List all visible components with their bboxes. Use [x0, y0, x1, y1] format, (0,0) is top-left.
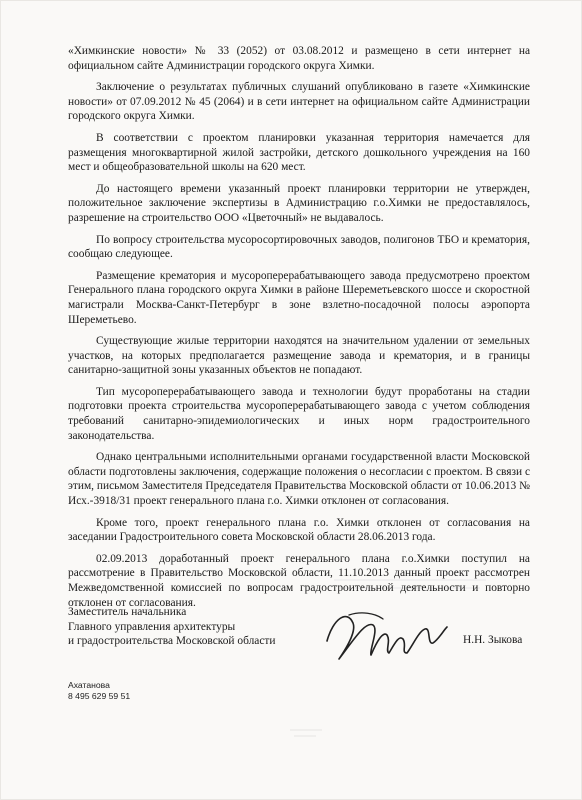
signer-position-line-3: и градостроительства Московской области: [68, 635, 276, 648]
paragraph-8: Тип мусороперерабатывающего завода и технологии будут проработаны на стадии подготовки проекта строительства мусороперерабатывающего завода с учетом соблюдения требований санитарно-эпидемиологических и иных норм градостроительного законодательства.: [68, 385, 530, 442]
executor-phone: 8 495 629 59 51: [68, 691, 131, 701]
paragraph-4: До настоящего времени указанный проект планировки территории не утвержден, положительное заключение экспертизы в Администрацию г.о.Химки не предоставлялось, разрешение на строительство ООО «Цветочный» не выдавалось.: [68, 182, 530, 224]
signature-block: [68, 605, 530, 665]
handwritten-signature: [313, 601, 453, 671]
signer-position-line-2: Главного управления архитектуры: [68, 620, 236, 633]
signer-position-line-1: Заместитель начальника: [68, 606, 187, 618]
paragraph-10: Кроме того, проект генерального плана г.о. Химки отклонен от согласования на заседании Градостроительного совета Московской области 28.06.2013 года.: [68, 516, 530, 544]
paragraph-1: «Химкинские новости» № 33 (2052) от 03.08.2012 и размещено в сети интернет на официальном сайте Администрации городского округа Химки.: [68, 45, 530, 72]
paragraph-3: В соответствии с проектом планировки указанная территория намечается для размещения многоквартирной жилой застройки, детского дошкольного учреждения на 160 мест и общеобразовательной школы на 620 мест.: [68, 131, 530, 174]
executor-name: Ахатанова: [68, 680, 110, 690]
signer-name: Н.Н. Зыкова: [463, 634, 523, 646]
paragraph-9: Однако центральными исполнительными органами государственной власти Московской области подготовлены заключения, содержащие положения о несогласии с проектом. В связи с этим, письмом Заместителя Председателя Правительства Московской области от 10.06.2013 № Исх.-3918/31 проект генерального плана г.о. Химки отклонен от согласования.: [68, 451, 530, 508]
paragraph-11: 02.09.2013 доработанный проект генерального плана г.о.Химки поступил на рассмотрение в Правительство Московской области, 11.10.2013 данный проект рассмотрен Межведомственной комиссией по вопросам градостроительной деятельности и повторно отклонен от согласования.: [68, 552, 530, 609]
letter-body: [68, 44, 530, 617]
faint-registration-mark: [286, 722, 326, 742]
executor-info: [68, 680, 130, 702]
signer-position: [68, 605, 288, 649]
paragraph-7: Существующие жилые территории находятся на значительном удалении от земельных участков, на которых предполагается размещение завода и крематория, и в границы санитарно-защитной зоны указанных объектов не попадают.: [68, 335, 530, 377]
paragraph-2: Заключение о результатах публичных слушаний опубликовано в газете «Химкинские новости» от 07.09.2012 № 45 (2064) и в сети интернет на официальном сайте Администрации городского округа Химки.: [68, 81, 530, 123]
paragraph-5: По вопросу строительства мусоросортировочных заводов, полигонов ТБО и крематория, сообщаю следующее.: [68, 233, 530, 261]
paragraph-6: Размещение крематория и мусороперерабатывающего завода предусмотрено проектом Генерального плана городского округа Химки в районе Шереметьевского шоссе и скоростной магистрали Москва-Санкт-Петербург в зоне взлетно-посадочной полосы аэропорта Шереметьево.: [68, 269, 530, 326]
